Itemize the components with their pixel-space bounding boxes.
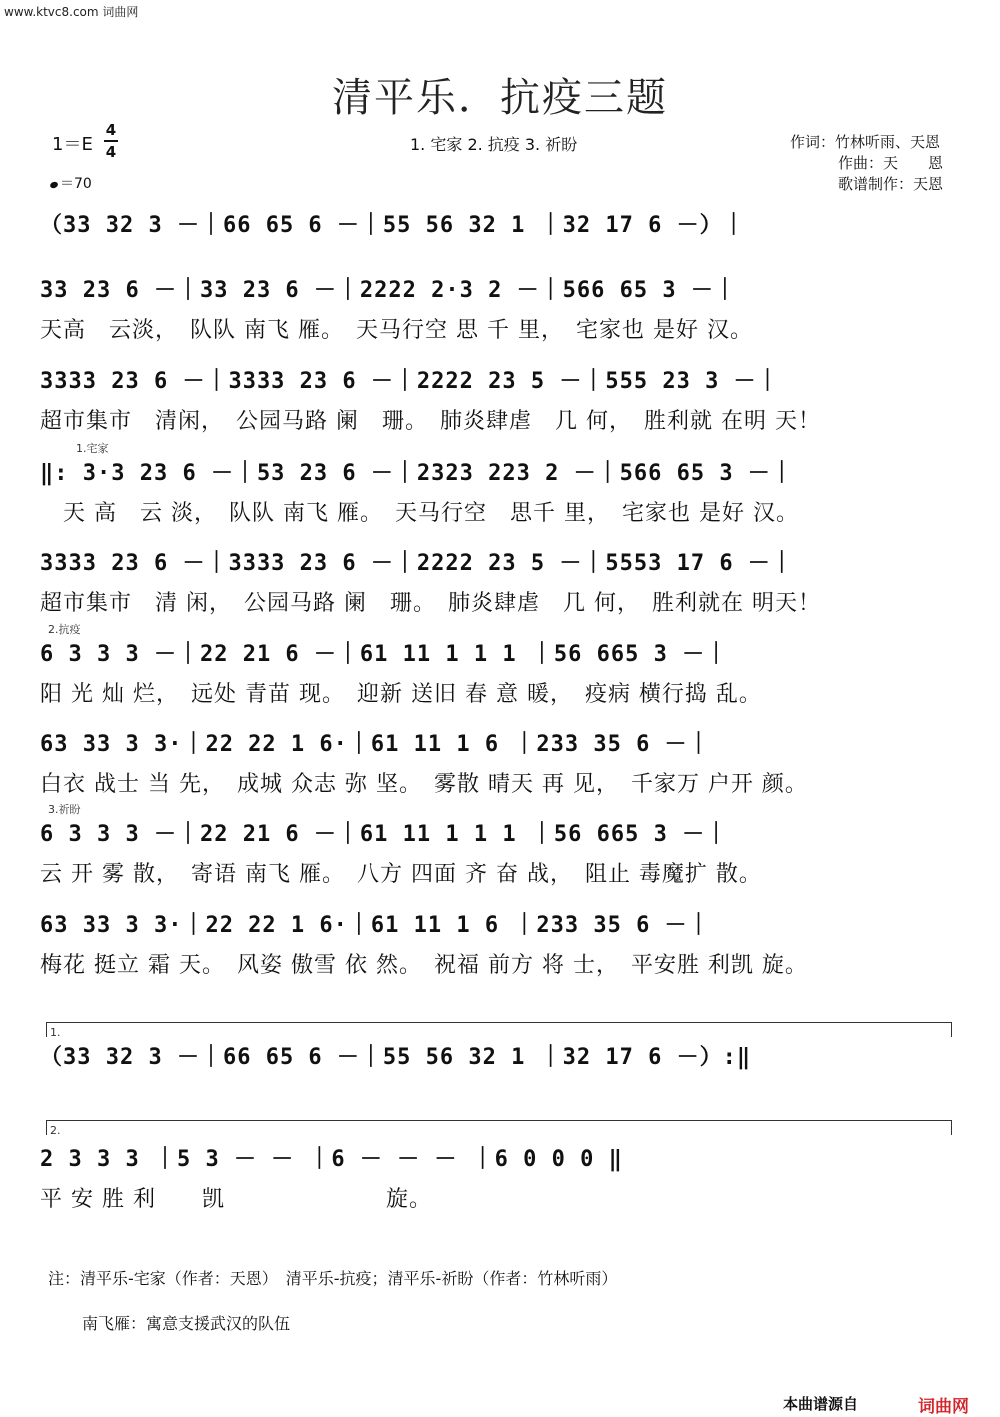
footnote-meaning: 南飞雁：寓意支援武汉的队伍 (82, 1314, 291, 1333)
key-signature: 1＝E (52, 134, 93, 155)
site-label: www.ktvc8.com 词曲网 (4, 5, 139, 19)
score-line-6-notes: 6 3 3 3 －｜22 21 6 －｜61 11 1 1 1 ｜56 665 3 －｜ (40, 642, 729, 667)
score-line-3-lyrics: 超市集市 清闲， 公园马路 阑 珊。 肺炎肆虐 几 何， 胜利就 在明 天！ (40, 409, 821, 434)
composer-credit: 作曲：天 恩 (838, 154, 944, 172)
meter-bar (104, 140, 118, 142)
footnote-authors: 注：清平乐-宅家（作者：天恩） 清平乐-抗疫；清平乐-祈盼（作者：竹林听雨） (48, 1269, 618, 1288)
score-line-10-notes: （33 32 3 －｜66 65 6 －｜55 56 32 1 ｜32 17 6 －）:‖ (40, 1045, 752, 1070)
score-line-11-lyrics: 平 安 胜 利 凯 旋。 (40, 1187, 432, 1212)
score-line-6-lyrics: 阳 光 灿 烂， 远处 青苗 现。 迎新 送旧 春 意 暖， 疫病 横行捣 乱。 (40, 682, 762, 707)
page-title: 清平乐．抗疫三题 (332, 75, 668, 121)
score-line-7-lyrics: 白衣 战士 当 先， 成城 众志 弥 坚。 雾散 晴天 再 见， 千家万 户开 颜。 (40, 772, 808, 797)
time-signature (104, 121, 118, 161)
volta-label-2: 2. (50, 1124, 61, 1137)
brand-logo[interactable]: 词曲网 (918, 1397, 969, 1417)
score-line-5-lyrics: 超市集市 清 闲， 公园马路 阑 珊。 肺炎肆虐 几 何， 胜利就在 明天！ (40, 591, 821, 616)
meter-bottom: 4 (105, 143, 117, 161)
score-line-3-notes: 3333 23 6 －｜3333 23 6 －｜2222 23 5 －｜555 23 3 －｜ (40, 369, 780, 394)
source-label: 本曲谱源自 (783, 1395, 859, 1413)
quarter-note-icon (49, 181, 59, 189)
score-line-4-notes: ‖: 3·3 23 6 －｜53 23 6 －｜2323 223 2 －｜566 65 3 －｜ (40, 461, 794, 486)
section-label-3: 3.祈盼 (48, 803, 81, 816)
score-line-4-lyrics: 天 高 云 淡， 队队 南飞 雁。 天马行空 思千 里， 宅家也 是好 汉。 (40, 501, 799, 526)
score-line-9-lyrics: 梅花 挺立 霜 天。 风姿 傲雪 依 然。 祝福 前方 将 士， 平安胜 利凯 旋。 (40, 953, 808, 978)
score-line-7-notes: 63 33 3 3·｜22 22 1 6·｜61 11 1 6 ｜233 35 6 －｜ (40, 732, 711, 757)
score-line-8-notes: 6 3 3 3 －｜22 21 6 －｜61 11 1 1 1 ｜56 665 3 －｜ (40, 822, 729, 847)
meter-top: 4 (105, 121, 117, 139)
volta-bracket-2 (46, 1120, 952, 1135)
section-label-2: 2.抗疫 (48, 623, 81, 636)
tempo-value: ＝70 (60, 176, 92, 192)
section-label-1: 1.宅家 (76, 442, 109, 455)
engraver-credit: 歌谱制作：天恩 (838, 175, 944, 193)
volta-bracket-1 (46, 1022, 952, 1037)
score-line-11-notes: 2 3 3 3 ｜5 3 － － ｜6 － － － ｜6 0 0 0 ‖ (40, 1147, 623, 1172)
score-line-5-notes: 3333 23 6 －｜3333 23 6 －｜2222 23 5 －｜5553 17 6 －｜ (40, 551, 794, 576)
score-line-2-lyrics: 天高 云淡， 队队 南飞 雁。 天马行空 思 千 里， 宅家也 是好 汉。 (40, 318, 753, 343)
score-line-2-notes: 33 23 6 －｜33 23 6 －｜2222 2·3 2 －｜566 65 3 －｜ (40, 278, 737, 303)
score-line-8-lyrics: 云 开 雾 散， 寄语 南飞 雁。 八方 四面 齐 奋 战， 阻止 毒魔扩 散。 (40, 862, 762, 887)
volta-label-1: 1. (50, 1026, 61, 1039)
score-line-9-notes: 63 33 3 3·｜22 22 1 6·｜61 11 1 6 ｜233 35 6 －｜ (40, 913, 711, 938)
lyricist-credit: 作词：竹林听雨、天恩 (790, 133, 941, 151)
songs-list: 1. 宅家 2. 抗疫 3. 祈盼 (410, 135, 578, 154)
score-line-1-notes: （33 32 3 －｜66 65 6 －｜55 56 32 1 ｜32 17 6 －）｜ (40, 213, 746, 238)
tempo-mark (50, 173, 92, 193)
